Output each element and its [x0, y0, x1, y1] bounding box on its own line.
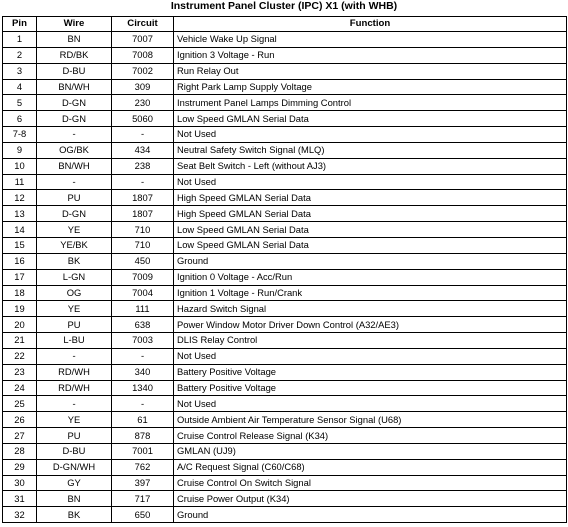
table-row [3, 396, 567, 412]
table-row [3, 32, 567, 48]
pin-cell: 2 [3, 47, 37, 63]
pin-cell: 14 [3, 222, 37, 238]
wire-cell: BN/WH [37, 158, 112, 174]
function-cell: GMLAN (UJ9) [174, 443, 567, 459]
function-cell: Low Speed GMLAN Serial Data [174, 111, 567, 127]
table-row [3, 158, 567, 174]
pin-cell: 9 [3, 142, 37, 158]
table-row [3, 443, 567, 459]
pin-cell: 20 [3, 317, 37, 333]
circuit-cell: 7004 [112, 285, 174, 301]
wire-cell: BN [37, 32, 112, 48]
function-cell: Not Used [174, 396, 567, 412]
circuit-cell: 878 [112, 428, 174, 444]
circuit-cell: - [112, 174, 174, 190]
circuit-cell: 238 [112, 158, 174, 174]
function-cell: Not Used [174, 127, 567, 143]
table-row [3, 206, 567, 222]
column-header-function: Function [174, 17, 567, 32]
circuit-cell: 230 [112, 95, 174, 111]
pin-cell: 23 [3, 364, 37, 380]
table-row [3, 190, 567, 206]
circuit-cell: 7008 [112, 47, 174, 63]
pin-cell: 24 [3, 380, 37, 396]
function-cell: Outside Ambient Air Temperature Sensor Signal (U68) [174, 412, 567, 428]
function-cell: Neutral Safety Switch Signal (MLQ) [174, 142, 567, 158]
function-cell: Not Used [174, 348, 567, 364]
wire-cell: YE [37, 301, 112, 317]
wire-cell: - [37, 396, 112, 412]
table-row [3, 317, 567, 333]
pinout-table [2, 16, 567, 523]
function-cell: Cruise Power Output (K34) [174, 491, 567, 507]
circuit-cell: 340 [112, 364, 174, 380]
function-cell: A/C Request Signal (C60/C68) [174, 459, 567, 475]
table-row [3, 428, 567, 444]
circuit-cell: 7007 [112, 32, 174, 48]
circuit-cell: 7002 [112, 63, 174, 79]
pin-cell: 27 [3, 428, 37, 444]
function-cell: Cruise Control On Switch Signal [174, 475, 567, 491]
function-cell: Power Window Motor Driver Down Control (A32/AE3) [174, 317, 567, 333]
circuit-cell: 450 [112, 253, 174, 269]
table-row [3, 253, 567, 269]
pin-cell: 5 [3, 95, 37, 111]
pin-cell: 10 [3, 158, 37, 174]
circuit-cell: - [112, 127, 174, 143]
pin-cell: 25 [3, 396, 37, 412]
function-cell: Not Used [174, 174, 567, 190]
page-title: Instrument Panel Cluster (IPC) X1 (with WHB) [170, 0, 398, 12]
circuit-cell: 111 [112, 301, 174, 317]
wire-cell: OG [37, 285, 112, 301]
wire-cell: D-GN [37, 206, 112, 222]
function-cell: Ignition 0 Voltage - Acc/Run [174, 269, 567, 285]
function-cell: Low Speed GMLAN Serial Data [174, 222, 567, 238]
circuit-cell: 710 [112, 237, 174, 253]
circuit-cell: 650 [112, 507, 174, 523]
column-header-pin: Pin [3, 17, 37, 32]
column-header-circuit: Circuit [112, 17, 174, 32]
wire-cell: YE [37, 412, 112, 428]
table-row [3, 285, 567, 301]
table-row [3, 222, 567, 238]
pin-cell: 31 [3, 491, 37, 507]
wire-cell: OG/BK [37, 142, 112, 158]
circuit-cell: 1807 [112, 190, 174, 206]
table-row [3, 111, 567, 127]
table-row [3, 79, 567, 95]
function-cell: Low Speed GMLAN Serial Data [174, 237, 567, 253]
pin-cell: 28 [3, 443, 37, 459]
function-cell: Ignition 3 Voltage - Run [174, 47, 567, 63]
function-cell: High Speed GMLAN Serial Data [174, 206, 567, 222]
table-row [3, 174, 567, 190]
pin-cell: 18 [3, 285, 37, 301]
pin-cell: 29 [3, 459, 37, 475]
pin-cell: 21 [3, 333, 37, 349]
table-row [3, 475, 567, 491]
pin-cell: 17 [3, 269, 37, 285]
wire-cell: PU [37, 428, 112, 444]
function-cell: Ground [174, 507, 567, 523]
table-header [3, 17, 567, 32]
table-row [3, 348, 567, 364]
function-cell: Battery Positive Voltage [174, 380, 567, 396]
circuit-cell: 7001 [112, 443, 174, 459]
pin-cell: 7-8 [3, 127, 37, 143]
table-body [3, 32, 567, 523]
wire-cell: RD/BK [37, 47, 112, 63]
circuit-cell: 5060 [112, 111, 174, 127]
function-cell: Vehicle Wake Up Signal [174, 32, 567, 48]
table-row [3, 63, 567, 79]
function-cell: Ground [174, 253, 567, 269]
column-header-wire: Wire [37, 17, 112, 32]
wire-cell: YE [37, 222, 112, 238]
table-row [3, 127, 567, 143]
wire-cell: D-GN/WH [37, 459, 112, 475]
wire-cell: BK [37, 507, 112, 523]
pin-cell: 3 [3, 63, 37, 79]
pin-cell: 1 [3, 32, 37, 48]
wire-cell: - [37, 174, 112, 190]
table-row [3, 459, 567, 475]
pin-cell: 22 [3, 348, 37, 364]
circuit-cell: - [112, 348, 174, 364]
wire-cell: GY [37, 475, 112, 491]
table-row [3, 142, 567, 158]
circuit-cell: 710 [112, 222, 174, 238]
wire-cell: PU [37, 190, 112, 206]
table-row [3, 380, 567, 396]
circuit-cell: 1807 [112, 206, 174, 222]
function-cell: Instrument Panel Lamps Dimming Control [174, 95, 567, 111]
pin-cell: 30 [3, 475, 37, 491]
table-row [3, 412, 567, 428]
pin-cell: 16 [3, 253, 37, 269]
function-cell: Seat Belt Switch - Left (without AJ3) [174, 158, 567, 174]
wire-cell: D-GN [37, 95, 112, 111]
function-cell: DLIS Relay Control [174, 333, 567, 349]
pin-cell: 13 [3, 206, 37, 222]
pin-cell: 4 [3, 79, 37, 95]
table-row [3, 237, 567, 253]
function-cell: Cruise Control Release Signal (K34) [174, 428, 567, 444]
wire-cell: D-BU [37, 443, 112, 459]
table-row [3, 269, 567, 285]
function-cell: Hazard Switch Signal [174, 301, 567, 317]
circuit-cell: 1340 [112, 380, 174, 396]
circuit-cell: 762 [112, 459, 174, 475]
pin-cell: 6 [3, 111, 37, 127]
circuit-cell: 309 [112, 79, 174, 95]
circuit-cell: 7003 [112, 333, 174, 349]
wire-cell: D-GN [37, 111, 112, 127]
pin-cell: 19 [3, 301, 37, 317]
pin-cell: 15 [3, 237, 37, 253]
table-row [3, 47, 567, 63]
circuit-cell: 717 [112, 491, 174, 507]
pin-cell: 12 [3, 190, 37, 206]
circuit-cell: - [112, 396, 174, 412]
wire-cell: YE/BK [37, 237, 112, 253]
table-row [3, 95, 567, 111]
wire-cell: RD/WH [37, 380, 112, 396]
wire-cell: D-BU [37, 63, 112, 79]
wire-cell: BN [37, 491, 112, 507]
wire-cell: BN/WH [37, 79, 112, 95]
table-row [3, 491, 567, 507]
circuit-cell: 638 [112, 317, 174, 333]
pin-cell: 11 [3, 174, 37, 190]
circuit-cell: 434 [112, 142, 174, 158]
function-cell: Battery Positive Voltage [174, 364, 567, 380]
wire-cell: PU [37, 317, 112, 333]
table-row [3, 364, 567, 380]
circuit-cell: 7009 [112, 269, 174, 285]
wire-cell: - [37, 127, 112, 143]
table-row [3, 507, 567, 523]
wire-cell: BK [37, 253, 112, 269]
wire-cell: L-GN [37, 269, 112, 285]
table-row [3, 333, 567, 349]
function-cell: High Speed GMLAN Serial Data [174, 190, 567, 206]
function-cell: Right Park Lamp Supply Voltage [174, 79, 567, 95]
table-row [3, 301, 567, 317]
pin-cell: 32 [3, 507, 37, 523]
wire-cell: L-BU [37, 333, 112, 349]
wire-cell: RD/WH [37, 364, 112, 380]
header-row [3, 17, 567, 32]
function-cell: Run Relay Out [174, 63, 567, 79]
pin-cell: 26 [3, 412, 37, 428]
circuit-cell: 61 [112, 412, 174, 428]
wire-cell: - [37, 348, 112, 364]
function-cell: Ignition 1 Voltage - Run/Crank [174, 285, 567, 301]
circuit-cell: 397 [112, 475, 174, 491]
